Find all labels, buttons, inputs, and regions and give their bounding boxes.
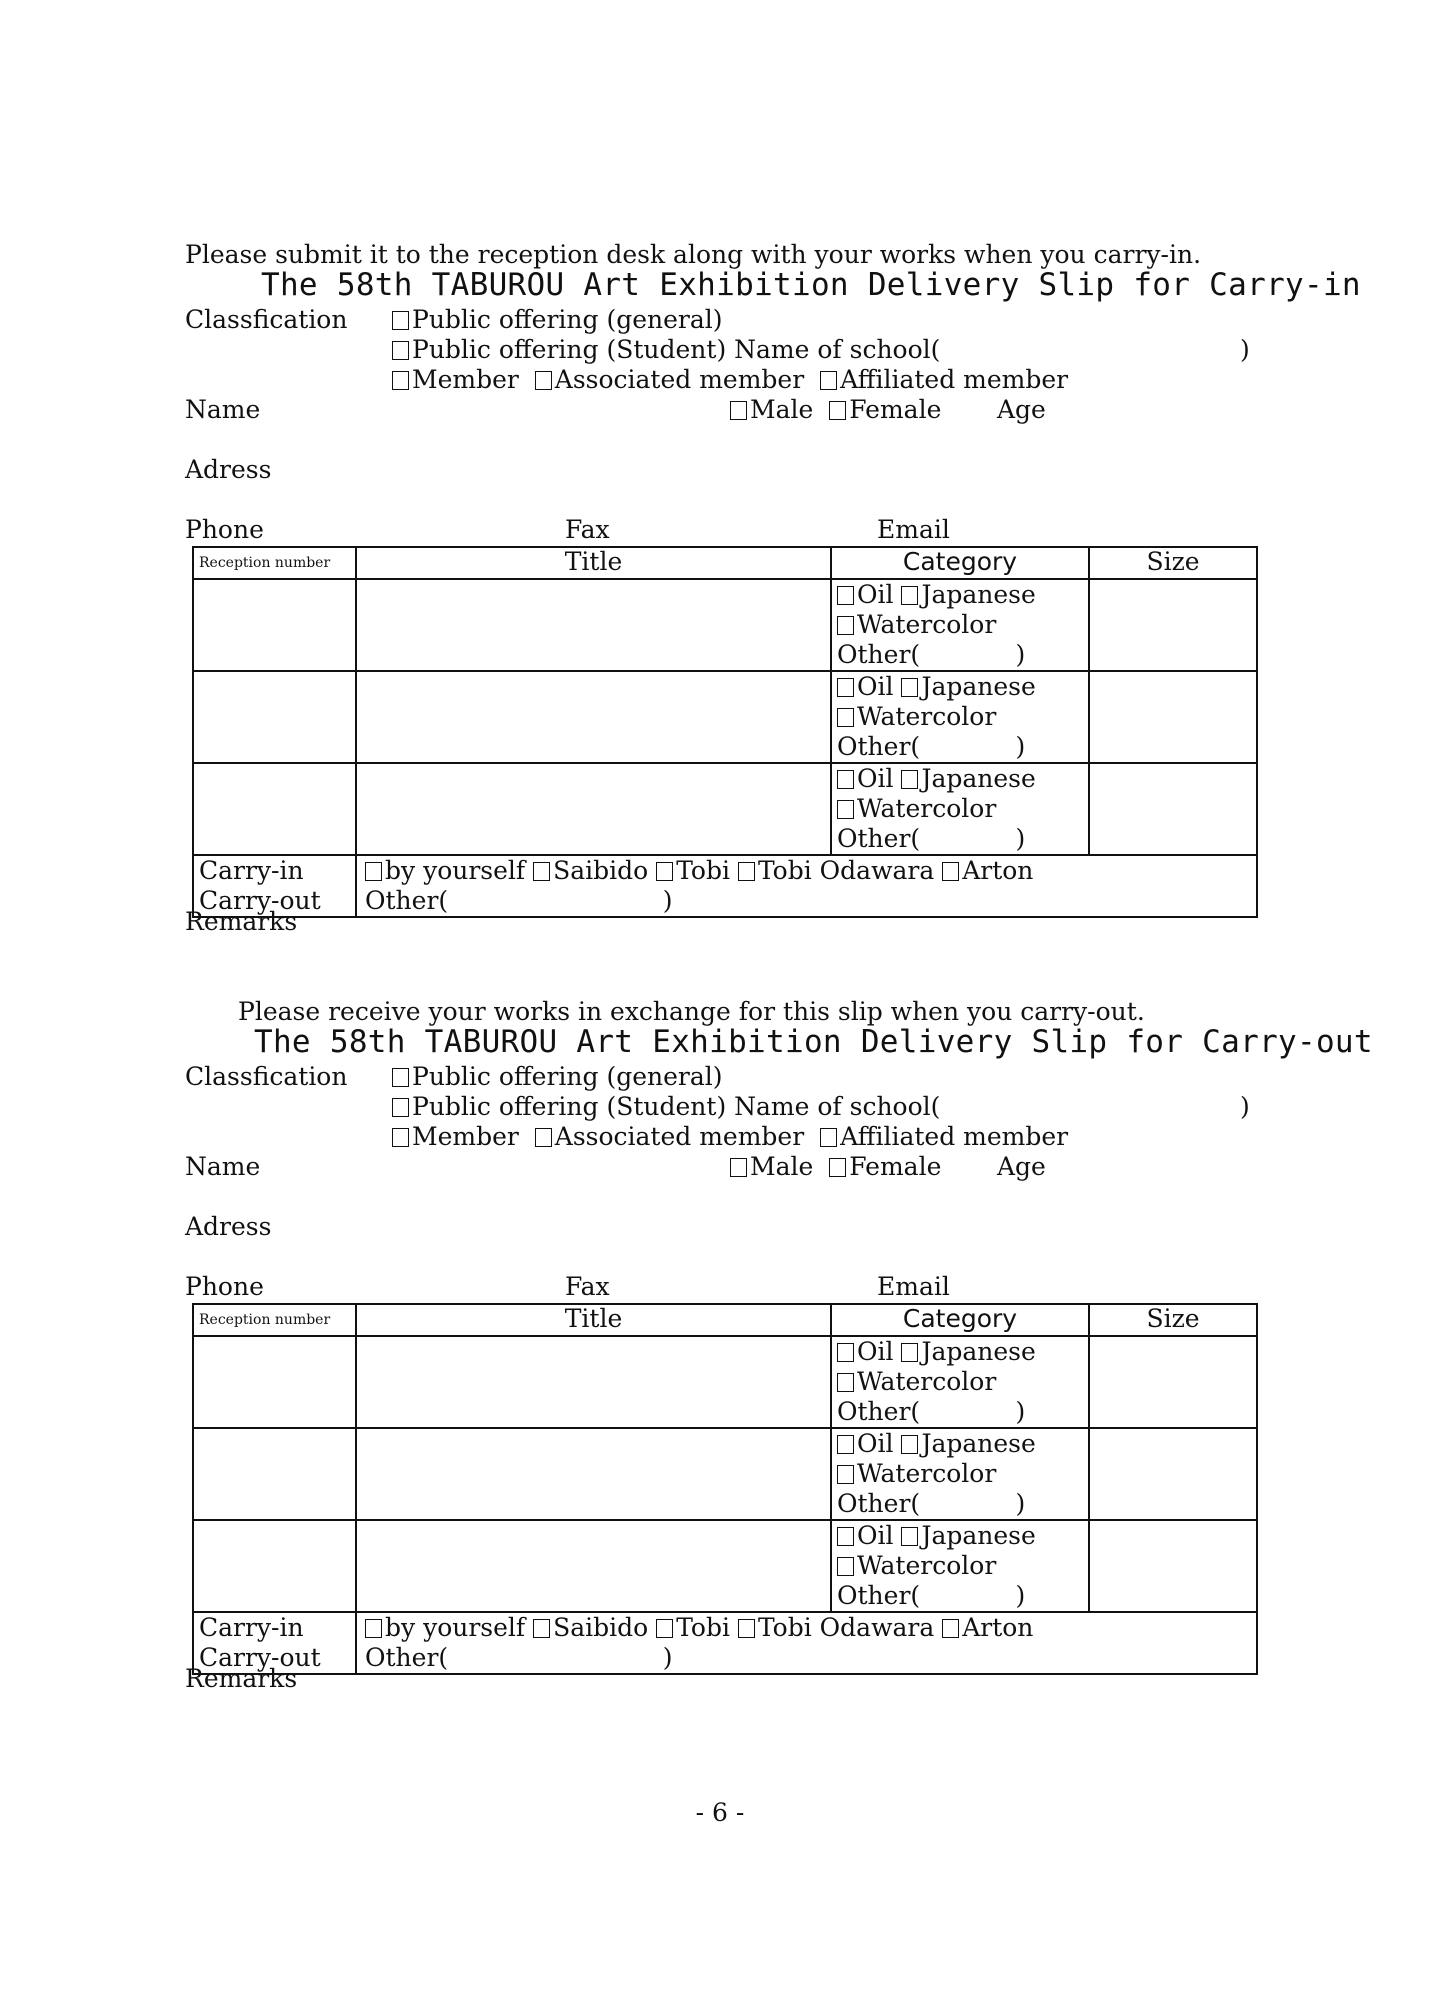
option-label: Japanese xyxy=(921,1337,1036,1366)
option-label: Male xyxy=(750,1152,814,1181)
checkbox[interactable] xyxy=(837,800,854,819)
option-label: Watercolor xyxy=(857,1459,997,1488)
option-label: Watercolor xyxy=(857,1367,997,1396)
gender-options xyxy=(730,395,941,425)
checkbox[interactable] xyxy=(392,371,409,390)
option-label: Affiliated member xyxy=(840,1122,1069,1151)
email-label: Email xyxy=(877,515,950,544)
size-cell[interactable] xyxy=(1089,763,1257,855)
option-label: Member xyxy=(412,365,519,394)
category-cell xyxy=(831,579,1089,671)
carry-in-label: Carry-in xyxy=(199,1613,304,1642)
checkbox[interactable] xyxy=(837,678,854,697)
checkbox[interactable] xyxy=(392,341,409,360)
slip-title: The 58th TABUROU Art Exhibition Delivery Slip for Carry-out xyxy=(254,1024,1373,1060)
size-cell[interactable] xyxy=(1089,671,1257,763)
option-label: Public offering (general) xyxy=(412,305,723,334)
checkbox[interactable] xyxy=(535,1128,552,1147)
other-label: Other( xyxy=(365,1643,449,1672)
other-close: ) xyxy=(1015,1397,1026,1426)
checkbox[interactable] xyxy=(837,586,854,605)
option-label: Watercolor xyxy=(857,702,997,731)
works-table xyxy=(192,1303,1258,1675)
age-label: Age xyxy=(997,395,1046,424)
checkbox[interactable] xyxy=(901,1343,918,1362)
fax-label: Fax xyxy=(565,1272,610,1301)
option-label: Associated member xyxy=(554,365,805,394)
col-size: Size xyxy=(1089,1304,1257,1336)
title-cell[interactable] xyxy=(356,1520,831,1612)
phone-label: Phone xyxy=(185,1272,264,1301)
checkbox[interactable] xyxy=(738,862,755,881)
checkbox[interactable] xyxy=(392,1128,409,1147)
option-public-student[interactable] xyxy=(392,335,940,365)
option-label: Associated member xyxy=(554,1122,805,1151)
category-cell xyxy=(831,671,1089,763)
option-membership xyxy=(392,1122,1068,1152)
school-close-paren: ) xyxy=(1240,1092,1250,1121)
option-label: Female xyxy=(849,1152,942,1181)
checkbox[interactable] xyxy=(829,1158,846,1177)
col-size: Size xyxy=(1089,547,1257,579)
option-label: Watercolor xyxy=(857,794,997,823)
checkbox[interactable] xyxy=(901,1435,918,1454)
other-close: ) xyxy=(662,886,673,915)
col-reception-number: Reception number xyxy=(193,547,356,579)
age-label: Age xyxy=(997,1152,1046,1181)
reception-number-cell[interactable] xyxy=(193,579,356,671)
option-label: Oil xyxy=(857,580,894,609)
carry-options-cell xyxy=(356,855,1257,917)
table-row xyxy=(193,1520,1257,1612)
option-label: Oil xyxy=(857,1337,894,1366)
slip-intro: Please receive your works in exchange for this slip when you carry-out. xyxy=(238,997,1145,1026)
table-header-row xyxy=(193,1304,1257,1336)
checkbox[interactable] xyxy=(837,708,854,727)
option-label: Japanese xyxy=(921,764,1036,793)
option-label: Watercolor xyxy=(857,1551,997,1580)
reception-number-cell[interactable] xyxy=(193,763,356,855)
option-label: Oil xyxy=(857,1429,894,1458)
table-row xyxy=(193,1336,1257,1428)
option-label: Japanese xyxy=(921,672,1036,701)
checkbox[interactable] xyxy=(820,371,837,390)
option-label: Japanese xyxy=(921,580,1036,609)
slip-intro: Please submit it to the reception desk along with your works when you carry-in. xyxy=(185,240,1202,269)
table-row xyxy=(193,671,1257,763)
other-label: Other( xyxy=(837,732,921,761)
col-title: Title xyxy=(356,547,831,579)
option-label: Public offering (Student) Name of school( xyxy=(412,1092,941,1121)
checkbox[interactable] xyxy=(820,1128,837,1147)
title-cell[interactable] xyxy=(356,763,831,855)
remarks-label: Remarks xyxy=(185,1664,298,1693)
carry-options-cell xyxy=(356,1612,1257,1674)
option-label: Japanese xyxy=(921,1521,1036,1550)
checkbox[interactable] xyxy=(656,862,673,881)
classification-label: Classfication xyxy=(185,1062,348,1091)
option-label: Saibido xyxy=(553,856,649,885)
col-reception-number: Reception number xyxy=(193,1304,356,1336)
other-close: ) xyxy=(1015,1489,1026,1518)
checkbox[interactable] xyxy=(392,1098,409,1117)
col-category: Category xyxy=(831,1304,1089,1336)
option-label: by yourself xyxy=(385,856,526,885)
carry-method-row xyxy=(193,1612,1257,1674)
option-label: Affiliated member xyxy=(840,365,1069,394)
option-label: Oil xyxy=(857,672,894,701)
option-public-student[interactable] xyxy=(392,1092,940,1122)
option-label: Arton xyxy=(962,1613,1034,1642)
school-close-paren: ) xyxy=(1240,335,1250,364)
checkbox[interactable] xyxy=(738,1619,755,1638)
title-cell[interactable] xyxy=(356,1336,831,1428)
option-membership xyxy=(392,365,1068,395)
checkbox[interactable] xyxy=(365,862,382,881)
option-public-general[interactable] xyxy=(392,1062,723,1092)
page-number: - 6 - xyxy=(695,1798,745,1827)
checkbox[interactable] xyxy=(392,311,409,330)
checkbox[interactable] xyxy=(901,678,918,697)
option-label: Member xyxy=(412,1122,519,1151)
checkbox[interactable] xyxy=(942,862,959,881)
other-close: ) xyxy=(1015,640,1026,669)
address-label: Adress xyxy=(185,1212,272,1241)
checkbox[interactable] xyxy=(837,770,854,789)
reception-number-cell[interactable] xyxy=(193,1428,356,1520)
option-label: Saibido xyxy=(553,1613,649,1642)
table-row xyxy=(193,763,1257,855)
size-cell[interactable] xyxy=(1089,1336,1257,1428)
checkbox[interactable] xyxy=(901,770,918,789)
checkbox[interactable] xyxy=(533,1619,550,1638)
option-label: Male xyxy=(750,395,814,424)
size-cell[interactable] xyxy=(1089,1520,1257,1612)
option-label: Female xyxy=(849,395,942,424)
checkbox[interactable] xyxy=(730,1158,747,1177)
option-label: by yourself xyxy=(385,1613,526,1642)
checkbox[interactable] xyxy=(365,1619,382,1638)
gender-options xyxy=(730,1152,941,1182)
title-cell[interactable] xyxy=(356,579,831,671)
size-cell[interactable] xyxy=(1089,1428,1257,1520)
option-label: Oil xyxy=(857,764,894,793)
carry-method-row xyxy=(193,855,1257,917)
col-category: Category xyxy=(831,547,1089,579)
table-header-row xyxy=(193,547,1257,579)
checkbox[interactable] xyxy=(837,1343,854,1362)
col-title: Title xyxy=(356,1304,831,1336)
option-label: Tobi Odawara xyxy=(757,1613,935,1642)
option-label: Arton xyxy=(962,856,1034,885)
reception-number-cell[interactable] xyxy=(193,1520,356,1612)
checkbox[interactable] xyxy=(837,616,854,635)
option-label: Tobi xyxy=(676,856,730,885)
checkbox[interactable] xyxy=(656,1619,673,1638)
checkbox[interactable] xyxy=(837,1373,854,1392)
category-cell xyxy=(831,1520,1089,1612)
email-label: Email xyxy=(877,1272,950,1301)
checkbox[interactable] xyxy=(533,862,550,881)
option-label: Watercolor xyxy=(857,610,997,639)
table-row xyxy=(193,579,1257,671)
checkbox[interactable] xyxy=(901,586,918,605)
size-cell[interactable] xyxy=(1089,579,1257,671)
option-label: Oil xyxy=(857,1521,894,1550)
checkbox[interactable] xyxy=(837,1557,854,1576)
other-label: Other( xyxy=(837,1581,921,1610)
option-label: Public offering (general) xyxy=(412,1062,723,1091)
works-table xyxy=(192,546,1258,918)
remarks-label: Remarks xyxy=(185,907,298,936)
other-label: Other( xyxy=(837,1489,921,1518)
reception-number-cell[interactable] xyxy=(193,1336,356,1428)
fax-label: Fax xyxy=(565,515,610,544)
checkbox[interactable] xyxy=(837,1435,854,1454)
category-cell xyxy=(831,763,1089,855)
other-close: ) xyxy=(662,1643,673,1672)
table-row xyxy=(193,1428,1257,1520)
checkbox[interactable] xyxy=(535,371,552,390)
checkbox[interactable] xyxy=(901,1527,918,1546)
option-label: Tobi Odawara xyxy=(757,856,935,885)
other-label: Other( xyxy=(837,1397,921,1426)
option-label: Tobi xyxy=(676,1613,730,1642)
option-public-general[interactable] xyxy=(392,305,723,335)
checkbox[interactable] xyxy=(730,401,747,420)
title-cell[interactable] xyxy=(356,1428,831,1520)
checkbox[interactable] xyxy=(837,1465,854,1484)
carry-out-label: Carry-out xyxy=(199,886,321,915)
name-label: Name xyxy=(185,1152,261,1181)
title-cell[interactable] xyxy=(356,671,831,763)
category-cell xyxy=(831,1336,1089,1428)
other-close: ) xyxy=(1015,1581,1026,1610)
slip-title: The 58th TABUROU Art Exhibition Delivery Slip for Carry-in xyxy=(261,267,1361,303)
option-label: Public offering (Student) Name of school( xyxy=(412,335,941,364)
other-close: ) xyxy=(1015,824,1026,853)
option-label: Japanese xyxy=(921,1429,1036,1458)
classification-label: Classfication xyxy=(185,305,348,334)
phone-label: Phone xyxy=(185,515,264,544)
name-label: Name xyxy=(185,395,261,424)
checkbox[interactable] xyxy=(942,1619,959,1638)
carry-in-label: Carry-in xyxy=(199,856,304,885)
checkbox[interactable] xyxy=(829,401,846,420)
checkbox[interactable] xyxy=(392,1068,409,1087)
checkbox[interactable] xyxy=(837,1527,854,1546)
address-label: Adress xyxy=(185,455,272,484)
other-label: Other( xyxy=(365,886,449,915)
other-label: Other( xyxy=(837,640,921,669)
other-close: ) xyxy=(1015,732,1026,761)
other-label: Other( xyxy=(837,824,921,853)
reception-number-cell[interactable] xyxy=(193,671,356,763)
category-cell xyxy=(831,1428,1089,1520)
carry-out-label: Carry-out xyxy=(199,1643,321,1672)
